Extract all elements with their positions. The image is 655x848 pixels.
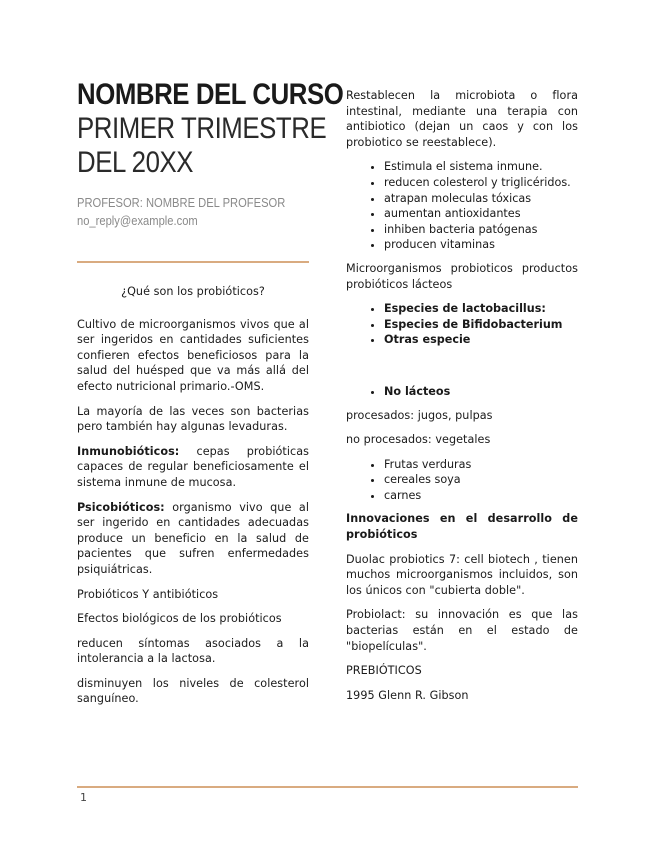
term: Inmunobióticos: bbox=[77, 444, 180, 458]
list-item: • carnes bbox=[384, 488, 578, 504]
list-item: • Especies de lactobacillus: bbox=[384, 301, 578, 317]
paragraph: 1995 Glenn R. Gibson bbox=[346, 688, 469, 702]
innovations-heading: Innovaciones en el desarrollo de probióticos bbox=[346, 512, 578, 542]
term-line-1: PRIMER TRIMESTRE bbox=[77, 112, 327, 145]
list-item: • No lácteos bbox=[384, 384, 578, 400]
list-item: • atrapan moleculas tóxicas bbox=[384, 191, 578, 207]
term: Psicobióticos: bbox=[77, 500, 165, 514]
definition: cepas probióticas capaces de regular beneficiosamente el sistema inmune de mucosa. bbox=[77, 444, 309, 489]
left-body bbox=[77, 284, 309, 716]
list-item: • Estimula el sistema inmune. bbox=[384, 159, 578, 175]
effects-list bbox=[346, 159, 578, 253]
left-column bbox=[77, 78, 344, 230]
paragraph bbox=[77, 500, 309, 578]
paragraph: disminuyen los niveles de colesterol sanguíneo. bbox=[77, 676, 309, 706]
footer-divider bbox=[77, 786, 578, 788]
paragraph: Microorganismos probioticos productos probióticos lácteos bbox=[346, 261, 578, 291]
paragraph: Duolac probiotics 7: cell biotech , tienen muchos microorganismos incluidos, son los únicos con "cubierta doble". bbox=[346, 552, 578, 597]
list-item: • reducen colesterol y triglicéridos. bbox=[384, 175, 578, 191]
paragraph: PREBIÓTICOS bbox=[346, 664, 422, 678]
section-question: ¿Qué son los probióticos? bbox=[121, 285, 265, 298]
paragraph: Efectos biológicos de los probióticos bbox=[77, 612, 282, 626]
paragraph: no procesados: vegetales bbox=[346, 433, 491, 447]
page-number: 1 bbox=[80, 791, 87, 804]
paragraph: Probióticos Y antibióticos bbox=[77, 587, 219, 601]
course-title: NOMBRE DEL CURSO bbox=[77, 78, 344, 111]
paragraph: La mayoría de las veces son bacterias pero también hay algunas levaduras. bbox=[77, 404, 309, 434]
list-item: • Otras especie bbox=[384, 332, 578, 348]
list-item: • Frutas verduras bbox=[384, 457, 578, 473]
non-dairy-list bbox=[346, 384, 578, 400]
list-item: • producen vitaminas bbox=[384, 237, 578, 253]
paragraph: Restablecen la microbiota o flora intestinal, mediante una terapia con antibiotico (dejan un caos y con los probiotico se reestablece). bbox=[346, 89, 578, 149]
list-item: • inhiben bacteria patógenas bbox=[384, 222, 578, 238]
paragraph: procesados: jugos, pulpas bbox=[346, 408, 493, 422]
definition: organismo vivo que al ser ingerido en cantidades adecuadas produce un beneficio en la salud de pacientes que sufren enfermedades psiquiátricas. bbox=[77, 500, 309, 576]
paragraph: Cultivo de microorganismos vivos que al ser ingeridos en cantidades suficientes confieren efectos beneficiosos para la salud del huésped que va más allá del efecto nutricional primario.-OMS. bbox=[77, 317, 309, 393]
vegetables-list bbox=[346, 457, 578, 504]
paragraph: Probiolact: su innovación es que las bacterias están en el estado de "biopelículas". bbox=[346, 608, 578, 653]
species-list bbox=[346, 301, 578, 348]
spacer bbox=[346, 356, 578, 384]
paragraph bbox=[77, 444, 309, 491]
list-item: • cereales soya bbox=[384, 472, 578, 488]
header-divider bbox=[77, 261, 309, 263]
paragraph: reducen síntomas asociados a la intolerancia a la lactosa. bbox=[77, 636, 309, 666]
list-item: • Especies de Bifidobacterium bbox=[384, 317, 578, 333]
professor-email: no_reply@example.com bbox=[77, 213, 198, 228]
list-item: • aumentan antioxidantes bbox=[384, 206, 578, 222]
right-column bbox=[346, 88, 578, 712]
term-line-2: DEL 20XX bbox=[77, 146, 194, 179]
professor-name: PROFESOR: NOMBRE DEL PROFESOR bbox=[77, 195, 286, 210]
